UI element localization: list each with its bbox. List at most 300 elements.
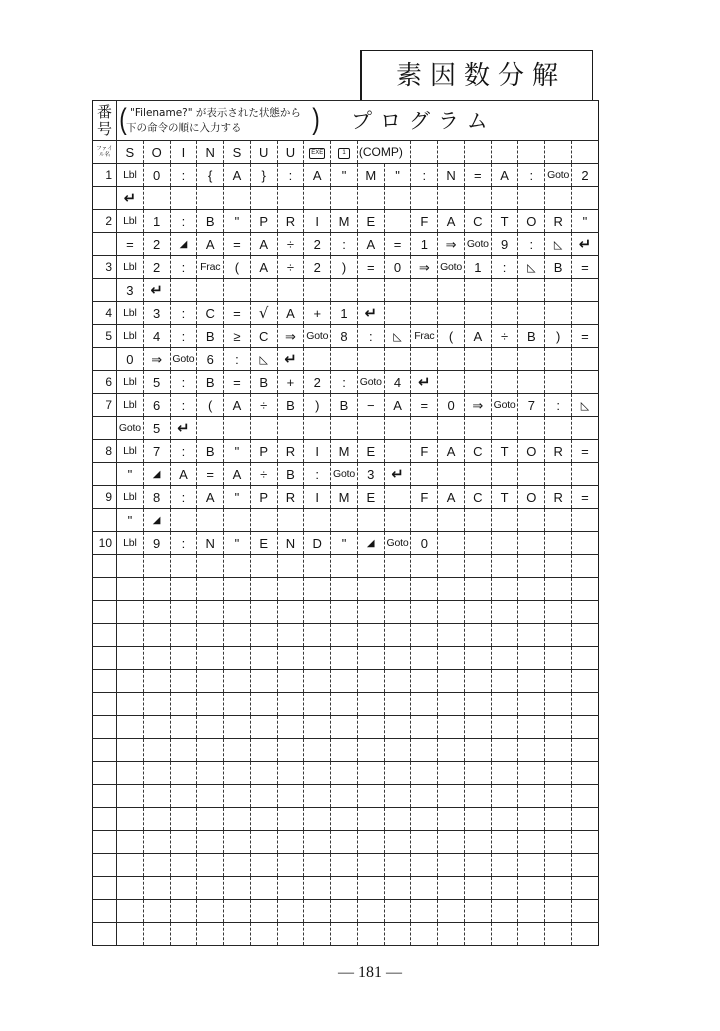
line-number: [93, 624, 117, 647]
program-cell: A: [224, 164, 251, 187]
program-cell: [357, 785, 384, 808]
program-cell: [518, 141, 545, 164]
filename-char: S: [224, 141, 251, 164]
program-cell: ": [331, 532, 358, 555]
program-cell: =: [572, 486, 599, 509]
program-line: [93, 348, 599, 371]
program-cell: [411, 187, 438, 210]
program-cell: [411, 624, 438, 647]
program-cell: A: [438, 210, 465, 233]
program-cell: [572, 670, 599, 693]
program-cell: 9: [491, 233, 518, 256]
program-cell: [357, 808, 384, 831]
return-arrow-icon: ↵: [572, 233, 599, 256]
blank-row: [93, 670, 599, 693]
program-cell: =: [224, 371, 251, 394]
program-cell: [411, 647, 438, 670]
program-cell: [464, 808, 491, 831]
outline-triangle-icon: ◺: [384, 325, 411, 348]
program-cell: [464, 279, 491, 302]
program-cell: [170, 509, 197, 532]
program-cell: 5: [143, 417, 170, 440]
program-cell: [224, 693, 251, 716]
program-cell: =: [224, 233, 251, 256]
program-line: [93, 210, 599, 233]
program-cell: B: [277, 394, 304, 417]
program-cell: [384, 624, 411, 647]
program-cell: [411, 762, 438, 785]
program-cell: [572, 624, 599, 647]
program-cell: [438, 785, 465, 808]
program-cell: 7: [518, 394, 545, 417]
program-cell: [464, 877, 491, 900]
program-cell: [384, 831, 411, 854]
program-cell: [250, 762, 277, 785]
program-cell: [224, 900, 251, 923]
program-cell: [117, 785, 144, 808]
program-cell: [250, 601, 277, 624]
keyword-cell: Goto: [464, 233, 491, 256]
program-line: [93, 256, 599, 279]
program-cell: 0: [384, 256, 411, 279]
line-number: 1: [93, 164, 117, 187]
program-cell: [197, 670, 224, 693]
program-cell: [518, 739, 545, 762]
program-cell: [357, 716, 384, 739]
keyword-cell: Lbl: [117, 256, 144, 279]
program-cell: [384, 877, 411, 900]
program-cell: [518, 532, 545, 555]
program-cell: [491, 187, 518, 210]
program-cell: [572, 279, 599, 302]
program-cell: [224, 555, 251, 578]
program-cell: [331, 624, 358, 647]
program-cell: [438, 624, 465, 647]
program-cell: 2: [572, 164, 599, 187]
program-cell: [464, 601, 491, 624]
close-paren: ): [312, 103, 320, 136]
program-cell: [545, 532, 572, 555]
program-cell: [464, 854, 491, 877]
program-cell: [250, 831, 277, 854]
program-cell: =: [224, 302, 251, 325]
program-cell: [117, 739, 144, 762]
program-cell: [331, 647, 358, 670]
program-cell: [545, 141, 572, 164]
program-cell: :: [170, 210, 197, 233]
keyword-cell: Goto: [438, 256, 465, 279]
program-cell: [438, 141, 465, 164]
line-number: [93, 509, 117, 532]
line-number: 7: [93, 394, 117, 417]
program-cell: 2: [304, 256, 331, 279]
blank-row: [93, 923, 599, 946]
program-cell: [545, 578, 572, 601]
program-cell: [464, 532, 491, 555]
program-cell: [411, 302, 438, 325]
program-cell: [491, 785, 518, 808]
program-cell: [545, 348, 572, 371]
line-number: [93, 923, 117, 946]
line-number: [93, 555, 117, 578]
program-cell: [438, 371, 465, 394]
program-cell: [304, 417, 331, 440]
program-cell: [438, 532, 465, 555]
program-cell: [491, 831, 518, 854]
keyword-cell: Lbl: [117, 394, 144, 417]
program-cell: ": [224, 440, 251, 463]
blank-row: [93, 578, 599, 601]
program-cell: [545, 716, 572, 739]
program-cell: [545, 739, 572, 762]
program-cell: [545, 831, 572, 854]
program-label: プログラム: [351, 109, 496, 133]
output-triangle-icon: ◢: [170, 233, 197, 256]
program-cell: [250, 509, 277, 532]
program-cell: [572, 302, 599, 325]
program-cell: [438, 716, 465, 739]
program-cell: [518, 785, 545, 808]
program-cell: [572, 716, 599, 739]
program-cell: [304, 785, 331, 808]
program-cell: O: [518, 210, 545, 233]
program-cell: [304, 279, 331, 302]
program-cell: [464, 417, 491, 440]
program-cell: [572, 739, 599, 762]
program-cell: (: [438, 325, 465, 348]
program-cell: [572, 601, 599, 624]
program-cell: [197, 417, 224, 440]
blank-row: [93, 762, 599, 785]
program-cell: [117, 877, 144, 900]
program-cell: [277, 831, 304, 854]
program-cell: [304, 624, 331, 647]
program-cell: [545, 601, 572, 624]
program-cell: A: [224, 394, 251, 417]
program-cell: [143, 578, 170, 601]
program-cell: [545, 509, 572, 532]
program-cell: [572, 762, 599, 785]
program-cell: [545, 647, 572, 670]
program-cell: ": [384, 164, 411, 187]
program-cell: [438, 762, 465, 785]
program-cell: [491, 601, 518, 624]
program-cell: [464, 647, 491, 670]
program-cell: [545, 854, 572, 877]
program-cell: [545, 187, 572, 210]
program-cell: [438, 739, 465, 762]
program-cell: =: [197, 463, 224, 486]
program-cell: [224, 739, 251, 762]
program-cell: [464, 578, 491, 601]
program-cell: [224, 647, 251, 670]
program-cell: 6: [197, 348, 224, 371]
program-cell: [518, 187, 545, 210]
program-cell: [518, 716, 545, 739]
program-cell: [411, 716, 438, 739]
blank-row: [93, 854, 599, 877]
program-cell: [331, 739, 358, 762]
program-cell: [197, 279, 224, 302]
program-cell: [384, 348, 411, 371]
program-cell: [518, 279, 545, 302]
program-cell: [224, 509, 251, 532]
program-cell: [491, 670, 518, 693]
program-cell: [438, 647, 465, 670]
program-cell: A: [197, 233, 224, 256]
program-cell: [545, 555, 572, 578]
program-cell: A: [438, 486, 465, 509]
program-cell: [304, 831, 331, 854]
line-number: [93, 233, 117, 256]
program-cell: [464, 831, 491, 854]
program-cell: [277, 578, 304, 601]
program-cell: R: [277, 486, 304, 509]
program-cell: ): [304, 394, 331, 417]
program-cell: [331, 348, 358, 371]
program-cell: T: [491, 486, 518, 509]
program-cell: [304, 601, 331, 624]
program-cell: [572, 417, 599, 440]
program-cell: [331, 509, 358, 532]
program-cell: [491, 762, 518, 785]
program-cell: ≥: [224, 325, 251, 348]
page-title: 素因数分解: [395, 61, 566, 91]
program-cell: }: [250, 164, 277, 187]
program-cell: [277, 716, 304, 739]
program-cell: 4: [143, 325, 170, 348]
exe-key-icon: EXE: [309, 148, 325, 159]
line-number: 5: [93, 325, 117, 348]
program-cell: [384, 601, 411, 624]
line-number: [93, 739, 117, 762]
line-number: 4: [93, 302, 117, 325]
program-cell: A: [197, 486, 224, 509]
return-arrow-icon: ↵: [143, 279, 170, 302]
program-cell: [438, 302, 465, 325]
program-cell: [331, 417, 358, 440]
program-cell: [117, 716, 144, 739]
program-cell: [197, 578, 224, 601]
program-cell: [304, 877, 331, 900]
program-cell: [143, 900, 170, 923]
program-cell: [304, 854, 331, 877]
program-cell: [143, 854, 170, 877]
program-cell: A: [224, 463, 251, 486]
line-number: [93, 900, 117, 923]
program-cell: :: [170, 486, 197, 509]
program-cell: B: [277, 463, 304, 486]
program-cell: ⇒: [277, 325, 304, 348]
program-cell: F: [411, 440, 438, 463]
program-cell: [197, 900, 224, 923]
program-cell: [197, 624, 224, 647]
program-cell: [357, 555, 384, 578]
line-number: 3: [93, 256, 117, 279]
program-cell: [277, 555, 304, 578]
program-cell: [491, 900, 518, 923]
program-cell: [304, 716, 331, 739]
program-cell: :: [170, 256, 197, 279]
program-cell: [411, 923, 438, 946]
program-cell: [331, 762, 358, 785]
program-cell: [572, 808, 599, 831]
program-cell: B: [197, 440, 224, 463]
program-cell: [518, 371, 545, 394]
program-cell: [224, 279, 251, 302]
program-cell: [464, 923, 491, 946]
program-cell: [170, 739, 197, 762]
program-cell: ⇒: [143, 348, 170, 371]
program-cell: ÷: [250, 394, 277, 417]
program-cell: A: [491, 164, 518, 187]
program-cell: [464, 716, 491, 739]
program-cell: [331, 187, 358, 210]
program-cell: [304, 900, 331, 923]
program-cell: [518, 670, 545, 693]
program-line: [93, 325, 599, 348]
program-cell: =: [411, 394, 438, 417]
program-cell: [464, 509, 491, 532]
program-cell: [545, 279, 572, 302]
program-cell: [384, 762, 411, 785]
program-cell: [491, 624, 518, 647]
program-cell: [518, 463, 545, 486]
keyword-cell: Frac: [197, 256, 224, 279]
program-cell: I: [304, 210, 331, 233]
program-cell: ÷: [277, 256, 304, 279]
output-triangle-icon: ◢: [143, 463, 170, 486]
line-number: [93, 877, 117, 900]
program-cell: [304, 762, 331, 785]
program-cell: [357, 762, 384, 785]
program-cell: [331, 279, 358, 302]
program-cell: [357, 417, 384, 440]
program-cell: [491, 578, 518, 601]
program-cell: [384, 923, 411, 946]
program-cell: [384, 900, 411, 923]
blank-row: [93, 624, 599, 647]
one-key-icon: 1: [338, 148, 350, 159]
program-cell: [357, 187, 384, 210]
return-arrow-icon: ↵: [357, 302, 384, 325]
program-cell: [411, 141, 438, 164]
program-cell: P: [250, 210, 277, 233]
program-cell: [224, 762, 251, 785]
program-cell: ": [572, 210, 599, 233]
filename-char: I: [170, 141, 197, 164]
program-cell: [224, 854, 251, 877]
program-cell: [357, 877, 384, 900]
program-cell: =: [384, 233, 411, 256]
program-cell: [545, 785, 572, 808]
program-cell: [572, 463, 599, 486]
program-cell: [304, 693, 331, 716]
program-cell: C: [197, 302, 224, 325]
program-cell: ": [117, 463, 144, 486]
program-cell: [143, 624, 170, 647]
program-cell: A: [250, 256, 277, 279]
program-cell: [491, 509, 518, 532]
program-cell: =: [572, 256, 599, 279]
program-cell: ": [224, 210, 251, 233]
program-cell: R: [545, 486, 572, 509]
program-cell: [438, 555, 465, 578]
program-cell: [197, 716, 224, 739]
program-cell: [411, 693, 438, 716]
header-row: [93, 101, 599, 141]
program-cell: [464, 187, 491, 210]
program-cell: :: [304, 463, 331, 486]
program-cell: :: [491, 256, 518, 279]
outline-triangle-icon: ◺: [518, 256, 545, 279]
program-cell: [304, 555, 331, 578]
filename-row: [93, 141, 599, 164]
program-cell: [384, 440, 411, 463]
program-cell: [572, 371, 599, 394]
program-cell: [572, 923, 599, 946]
program-lines: [93, 141, 599, 946]
number-label: 番号: [96, 102, 112, 138]
program-cell: [572, 831, 599, 854]
program-cell: [384, 808, 411, 831]
program-cell: [545, 762, 572, 785]
filename-label: ファイル名: [93, 141, 117, 164]
program-cell: [545, 923, 572, 946]
line-number: [93, 808, 117, 831]
program-cell: [277, 808, 304, 831]
program-cell: [277, 693, 304, 716]
program-cell: [170, 785, 197, 808]
program-cell: [277, 647, 304, 670]
program-cell: O: [518, 440, 545, 463]
program-header: [117, 101, 599, 141]
program-cell: :: [170, 394, 197, 417]
program-cell: [357, 831, 384, 854]
program-cell: [117, 693, 144, 716]
program-cell: [117, 762, 144, 785]
blank-row: [93, 785, 599, 808]
program-cell: :: [170, 325, 197, 348]
program-cell: R: [545, 210, 572, 233]
program-cell: 2: [304, 371, 331, 394]
program-cell: [384, 647, 411, 670]
program-cell: 0: [143, 164, 170, 187]
program-cell: [357, 624, 384, 647]
program-cell: [438, 693, 465, 716]
program-cell: :: [277, 164, 304, 187]
program-line: [93, 509, 599, 532]
program-cell: O: [518, 486, 545, 509]
output-triangle-icon: ◢: [357, 532, 384, 555]
program-cell: D: [304, 532, 331, 555]
line-number: [93, 463, 117, 486]
program-cell: [117, 923, 144, 946]
program-cell: +: [277, 371, 304, 394]
program-cell: (: [197, 394, 224, 417]
program-cell: [572, 578, 599, 601]
blank-row: [93, 739, 599, 762]
program-cell: [250, 555, 277, 578]
program-cell: [491, 693, 518, 716]
program-cell: [224, 785, 251, 808]
line-number: 6: [93, 371, 117, 394]
program-cell: [545, 624, 572, 647]
program-cell: [224, 578, 251, 601]
keyword-cell: Lbl: [117, 164, 144, 187]
program-cell: [545, 371, 572, 394]
program-cell: [491, 348, 518, 371]
